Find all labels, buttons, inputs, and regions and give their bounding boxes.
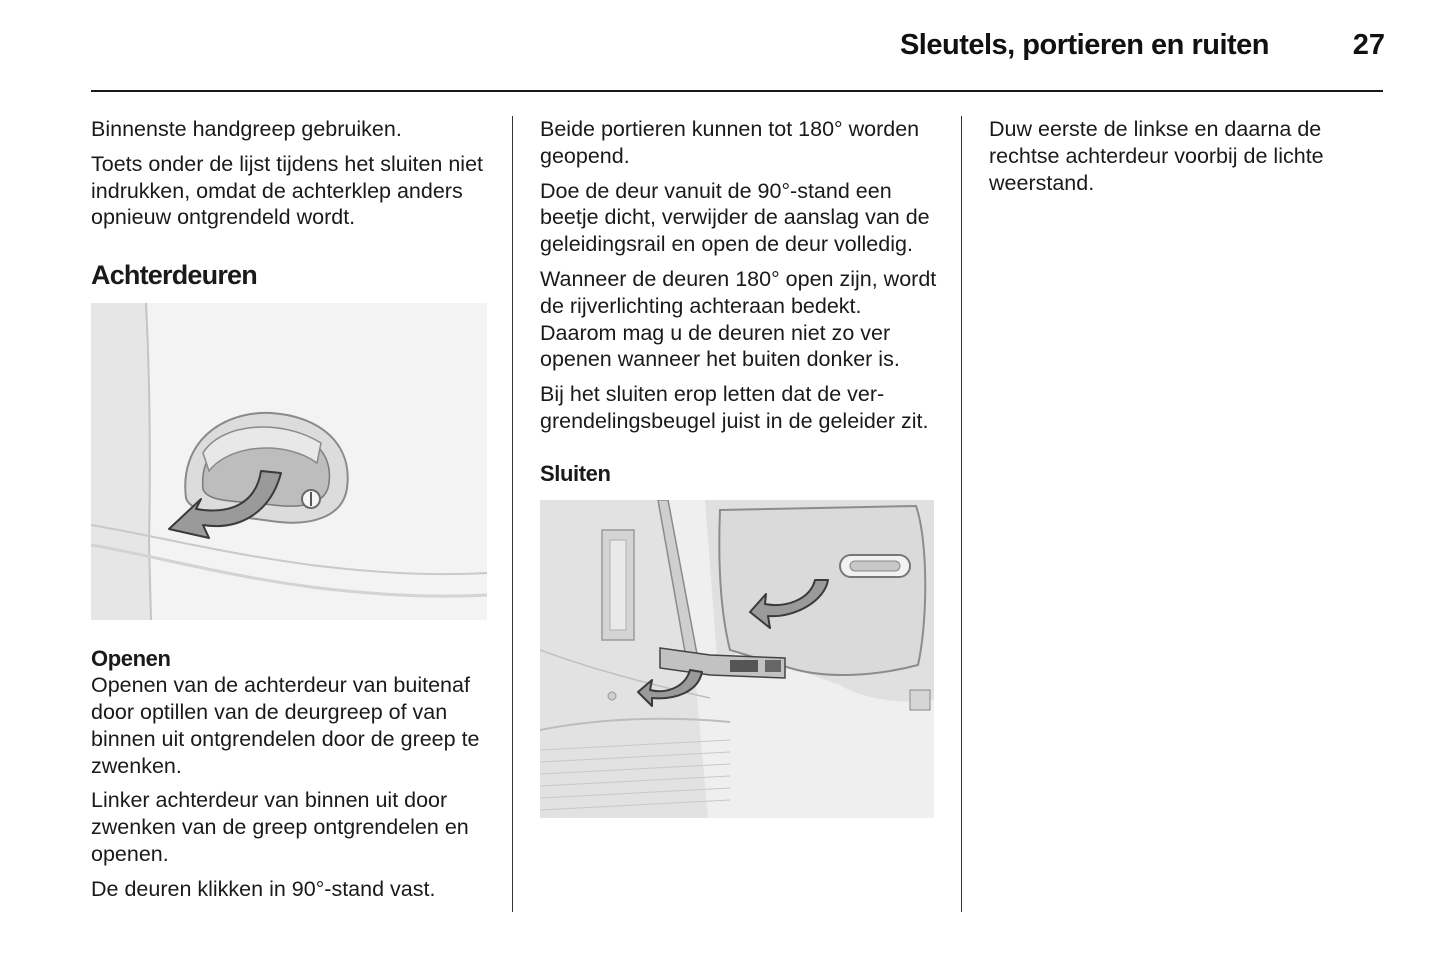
paragraph: Beide portieren kunnen tot 180° worden geopend. [540,117,920,168]
column-1 [91,116,491,911]
column-divider [961,116,962,912]
subheading-sluiten: Sluiten [540,460,611,486]
paragraph: Bij het sluiten erop letten dat de vergrendelingsbeugel juist in de geleider zit. [540,382,929,433]
column-3 [989,116,1379,204]
paragraph: Duw eerste de linkse en daarna de rechtse achterdeur voorbij de lichte weerstand. [989,117,1324,195]
door-stop-illustration [540,500,934,818]
subheading-openen: Openen [91,646,171,672]
paragraph: Openen van de achterdeur van buitenaf door optillen van de deurgreep of van binnen uit ontgrendelen door de greep te zwenken. [91,673,480,778]
paragraph: Linker achterdeur van binnen uit door zwenken van de greep ontgrendelen en openen. [91,788,469,866]
paragraph: Binnenste handgreep gebruiken. [91,117,402,141]
page-title: Sleutels, portieren en ruiten [899,29,1269,61]
header-rule [91,90,1383,92]
page-number: 27 [1352,29,1385,61]
section-heading: Achterdeuren [91,260,257,291]
paragraph: Wanneer de deuren 180° open zijn, wordt de rijverlichting achteraan bedekt. Daarom mag u de deuren niet zo ver openen wanneer het buiten donker is. [540,266,937,372]
door-handle-illustration [91,303,487,620]
paragraph: Toets onder de lijst tijdens het sluiten niet indrukken, omdat de achterklep anders opnieuw ontgrendeld wordt. [91,151,484,230]
paragraph: De deuren klikken in 90°-stand vast. [91,876,436,901]
column-divider [512,116,513,912]
column-2 [540,116,940,818]
paragraph: Doe de deur vanuit de 90°-stand een beetje dicht, verwijder de aanslag van de geleidingsrail en open de deur volledig. [540,178,930,257]
